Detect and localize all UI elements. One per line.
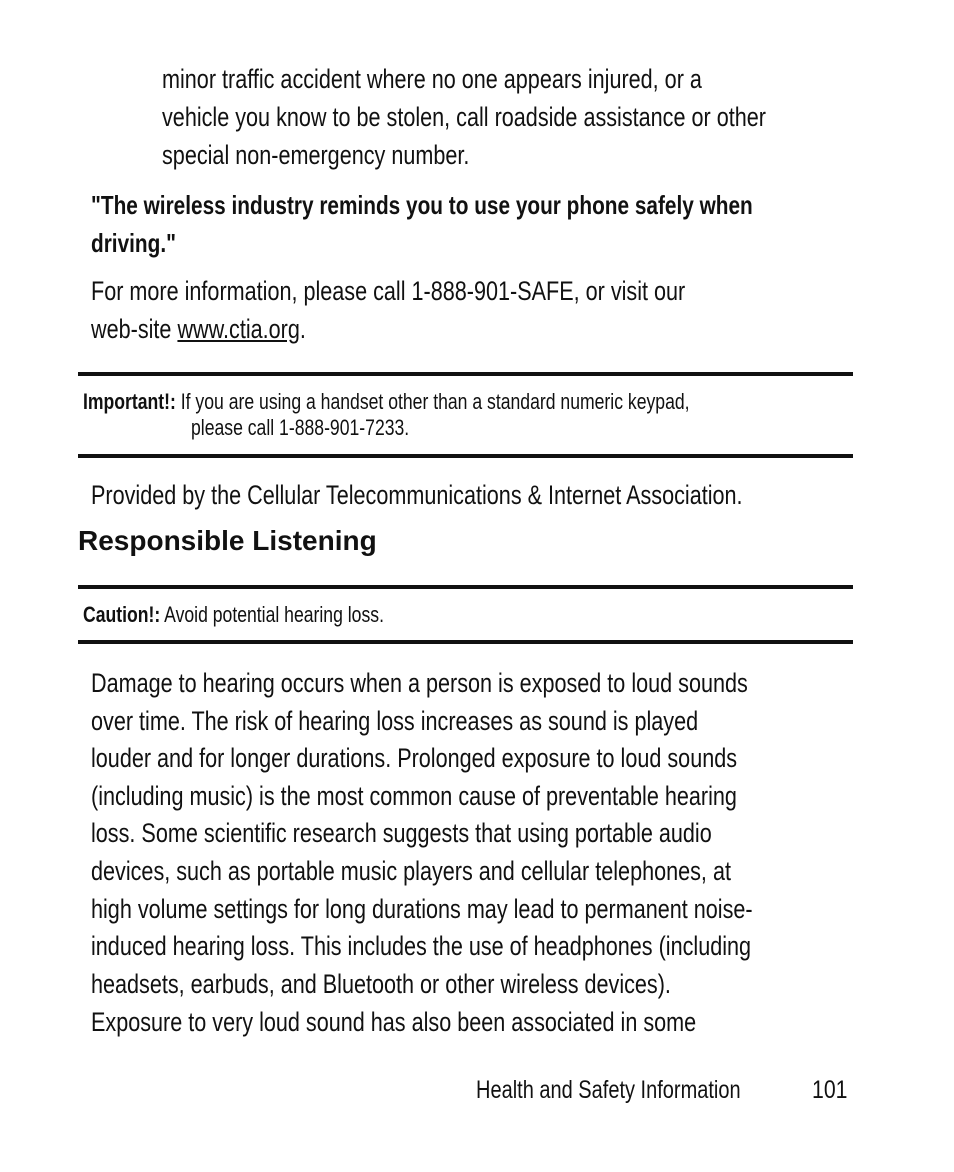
provided-by: Provided by the Cellular Telecommunications & Internet Association.: [91, 480, 743, 510]
important-text: If you are using a handset other than a standard numeric keypad,: [175, 389, 690, 414]
quote-line-1: "The wireless industry reminds you to use your phone safely when: [91, 190, 753, 220]
caution-label: Caution!:: [83, 602, 161, 627]
caution-bottom-rule: [78, 640, 853, 644]
intro-line-3: special non-emergency number.: [162, 140, 470, 170]
ctia-website-link[interactable]: www.ctia.org: [177, 314, 300, 344]
body-line-8: induced hearing loss. This includes the use of headphones (including: [91, 931, 752, 961]
important-top-rule: [78, 372, 853, 376]
body-line-3: louder and for longer durations. Prolonged exposure to loud sounds: [91, 743, 738, 773]
info-line-2: [91, 314, 306, 344]
section-heading: Responsible Listening: [78, 525, 377, 556]
intro-line-2: vehicle you know to be stolen, call roadside assistance or other: [162, 102, 766, 132]
body-line-5: loss. Some scientific research suggests that using portable audio: [91, 818, 712, 848]
footer-section-title: Health and Safety Information: [476, 1076, 741, 1104]
body-line-2: over time. The risk of hearing loss increases as sound is played: [91, 706, 699, 736]
body-line-9: headsets, earbuds, and Bluetooth or other wireless devices).: [91, 969, 671, 999]
page-number: 101: [812, 1076, 848, 1104]
quote-line-2: driving.": [91, 228, 176, 258]
body-line-4: (including music) is the most common cause of preventable hearing: [91, 781, 737, 811]
intro-line-1: minor traffic accident where no one appears injured, or a: [162, 64, 702, 94]
body-line-10: Exposure to very loud sound has also been associated in some: [91, 1007, 697, 1037]
important-label: Important!:: [83, 389, 176, 414]
body-line-1: Damage to hearing occurs when a person is exposed to loud sounds: [91, 668, 748, 698]
caution-text: Avoid potential hearing loss.: [160, 602, 384, 627]
important-note-line-2: please call 1-888-901-7233.: [191, 415, 410, 440]
info-prefix: web-site: [91, 314, 178, 344]
info-suffix: .: [299, 314, 306, 344]
info-line-1: For more information, please call 1-888-901-SAFE, or visit our: [91, 276, 686, 306]
important-note-line-1: [83, 389, 690, 415]
important-bottom-rule: [78, 454, 853, 458]
body-line-7: high volume settings for long durations may lead to permanent noise-: [91, 894, 753, 924]
caution-top-rule: [78, 585, 853, 589]
caution-note: [83, 602, 384, 628]
body-line-6: devices, such as portable music players and cellular telephones, at: [91, 856, 731, 886]
